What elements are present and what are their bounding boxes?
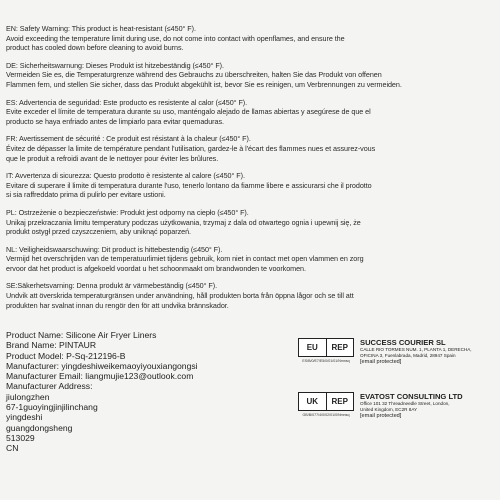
warning-line: DE: Sicherheitswarnung: Dieses Produkt ist hitzebeständig (≤450° F).	[6, 60, 224, 70]
warning-line: Avoid exceeding the temperature limit during use, do not come into contact with openflames, and ensure the	[6, 33, 345, 43]
eu-rep-info	[360, 338, 472, 366]
uk-rep-label: REP	[331, 397, 348, 406]
warning-line: PL: Ostrzeżenie o bezpieczeństwie: Produkt jest odporny na ciepło (≤450° F).	[6, 207, 249, 217]
warning-block	[6, 281, 496, 310]
warning-line: FR: Avertissement de sécurité : Ce produit est résistant à la chaleur (≤450° F).	[6, 134, 251, 144]
uk-rep-info	[360, 392, 463, 420]
warning-line: SE:Säkerhetsvarning: Denna produkt är värmebeständig (≤450° F).	[6, 281, 218, 291]
warning-line: ervoor dat het product is afgekoeld voordat u het schoonmaakt om brandwonden te voorkomen.	[6, 263, 306, 273]
warning-line: ES: Advertencia de seguridad: Este producto es resistente al calor (≤450° F).	[6, 97, 248, 107]
eu-rep-email: [email protected]	[360, 359, 402, 365]
warning-line: producto se haya enfriado antes de limpiarlo para evitar quemaduras.	[6, 116, 224, 126]
safety-warnings	[6, 24, 496, 318]
product-info-line: Manufacturer: yingdeshiweikemaoyiyouxiangongsi	[6, 360, 198, 371]
uk-rep-badge-group	[298, 392, 354, 417]
uk-rep-address-line: United Kingdom, EC2R 8AY	[360, 407, 418, 412]
uk-rep-name: EVATOST CONSULTING LTD	[360, 392, 463, 401]
product-info-line: Product Model: P-Sq-212196-B	[6, 350, 126, 361]
warning-block	[6, 98, 496, 127]
product-info-line: yingdeshi	[6, 412, 43, 423]
warning-line: EN: Safety Warning: This product is heat-resistant (≤450° F).	[6, 24, 196, 33]
eu-rep-label: REP	[331, 343, 348, 352]
warning-block	[6, 24, 496, 53]
warning-line: que le produit a refroidi avant de le nettoyer pour éviter les brûlures.	[6, 153, 219, 163]
warning-line: si sia raffreddato prima di pulirlo per evitare ustioni.	[6, 190, 166, 200]
uk-rep-email: [email protected]	[360, 413, 402, 419]
product-info-line: CN	[6, 443, 19, 454]
product-info-line: 513029	[6, 432, 35, 443]
product-info-line: Manufacturer Email: liangmujie123@outlook.com	[6, 371, 194, 382]
warning-block	[6, 208, 496, 237]
eu-rep-name: SUCCESS COURIER SL	[360, 338, 446, 347]
warning-line: Unikaj przekraczania limitu temperatury podczas użytkowania, trzymaj z dala od otwartego ognia i upewnij się, że	[6, 217, 361, 227]
eu-rep-address-line: OFICINA 3, Fuenlabrada, Madrid, 28947 Spain	[360, 353, 456, 358]
uk-rep-address-line: Office 101 32 Threadneedle Street, London,	[360, 401, 450, 406]
warning-line: IT: Avvertenza di sicurezza: Questo prodotto è resistente al calore (≤450° F).	[6, 171, 245, 181]
warning-line: Flammen fern, und stellen Sie sicher, dass das Produkt abgekühlt ist, bevor Sie es reinigen, um Verbrennungen zu vermeiden.	[6, 79, 402, 89]
warning-block	[6, 61, 496, 90]
product-info-line: Manufacturer Address:	[6, 381, 93, 392]
warning-block	[6, 245, 496, 274]
product-info	[6, 330, 306, 454]
warning-line: produkt ostygł przed czyszczeniem, aby uniknąć poparzeń.	[6, 227, 191, 237]
warning-line: Vermeiden Sie es, die Temperaturgrenze während des Gebrauchs zu überschreiten, halten Sie das Produkt von offenen	[6, 70, 382, 80]
eu-representative	[298, 338, 472, 366]
eu-rep-region: EU	[299, 339, 327, 356]
warning-block	[6, 171, 496, 200]
uk-rep-region: UK	[299, 393, 327, 410]
eu-rep-address-line: CALLE RIO TORMES NUM. 1, PLANTA 1, DERECHA,	[360, 347, 472, 352]
warning-line: Evitare di superare il limite di temperatura durante l'uso, tenerlo lontano da fiamme libere e assicurarsi che il prodotto	[6, 180, 372, 190]
warning-line: Undvik att överskrida temperaturgränsen under användning, håll produkten borta från öppna lågor och se till att	[6, 291, 354, 301]
eu-rep-badge-group	[298, 338, 354, 363]
uk-representative	[298, 392, 463, 420]
product-info-line: Brand Name: PINTAUR	[6, 340, 97, 351]
product-info-line: 67-1guoyingjinjilinchang	[6, 402, 98, 413]
eu-rep-registration: ES/B/0/E7/E5/0/01/01/Nmnsq	[302, 359, 350, 363]
uk-rep-badge	[298, 392, 354, 411]
warning-line: Vermijd het overschrijden van de temperatuurlimiet tijdens gebruik, kom niet in contact met open vlammen en zorg	[6, 254, 364, 264]
product-info-line: jiulongzhen	[6, 391, 50, 402]
warning-line: produkten har svalnat innan du rengör den för att undvika brännskador.	[6, 300, 229, 310]
warning-line: Evite exceder el límite de temperatura durante su uso, manténgalo alejado de llamas abiertas y asegúrese de que el	[6, 107, 371, 117]
warning-line: Évitez de dépasser la limite de température pendant l'utilisation, gardez-le à l'écart des flammes nues et assurez-vous	[6, 143, 376, 153]
uk-rep-registration: GB/B/077/4/0/02/01/0/Nmnsq	[302, 413, 350, 417]
warning-line: product has cooled down before cleaning to avoid burns.	[6, 43, 184, 53]
warning-block	[6, 134, 496, 163]
product-info-line: Product Name: Silicone Air Fryer Liners	[6, 330, 157, 340]
eu-rep-badge	[298, 338, 354, 357]
warning-line: NL: Veiligheidswaarschuwing: Dit product is hittebestendig (≤450° F).	[6, 244, 223, 254]
product-info-line: guangdongsheng	[6, 422, 73, 433]
